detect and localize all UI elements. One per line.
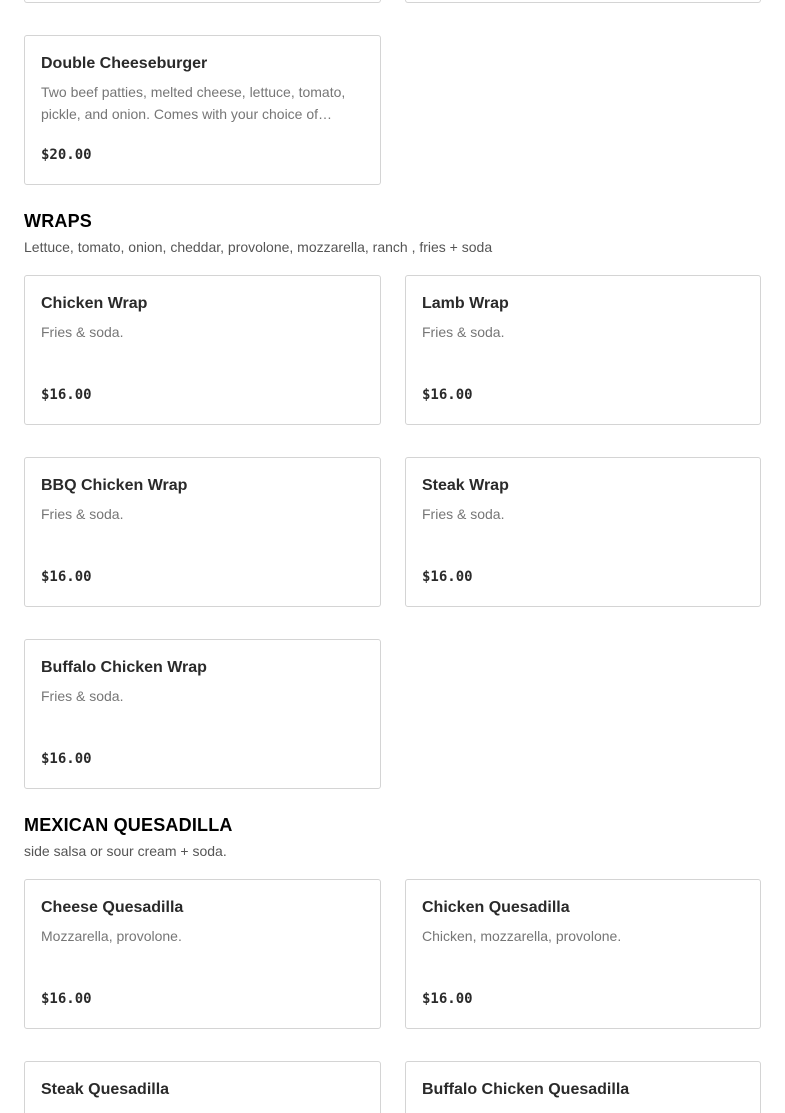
menu-item-price: $16.00 <box>422 991 473 1007</box>
menu-item-name: Chicken Wrap <box>41 295 148 312</box>
menu-item-card-partial[interactable] <box>24 0 381 3</box>
menu-item-price: $20.00 <box>41 147 92 163</box>
menu-item-description: Fries & soda. <box>41 506 124 522</box>
menu-item-description: Fries & soda. <box>422 324 505 340</box>
menu-item-description: Fries & soda. <box>422 506 505 522</box>
menu-item-description: Fries & soda. <box>41 688 124 704</box>
menu-item-card-steak-quesadilla[interactable] <box>24 1061 381 1113</box>
menu-item-price: $16.00 <box>41 387 92 403</box>
menu-item-card-cheese-quesadilla[interactable] <box>24 879 381 1029</box>
menu-item-description: Chicken, mozzarella, provolone. <box>422 928 622 944</box>
menu-item-price: $16.00 <box>41 569 92 585</box>
menu-item-name: Steak Wrap <box>422 477 509 494</box>
menu-item-card-double-cheeseburger[interactable] <box>24 35 381 185</box>
menu-item-description: Mozzarella, provolone. <box>41 928 182 944</box>
menu-item-card-chicken-quesadilla[interactable] <box>405 879 761 1029</box>
menu-item-description: Two beef patties, melted cheese, lettuce, tomato, pickle, and onion. Comes with your choice of… <box>41 84 346 122</box>
menu-item-name: Chicken Quesadilla <box>422 899 570 916</box>
menu-item-card-buffalo-chicken-quesadilla[interactable] <box>405 1061 761 1113</box>
menu-item-card-steak-wrap[interactable] <box>405 457 761 607</box>
menu-item-price: $16.00 <box>422 569 473 585</box>
menu-item-card-partial[interactable] <box>405 0 761 3</box>
menu-item-name: Buffalo Chicken Wrap <box>41 659 207 676</box>
menu-item-card-lamb-wrap[interactable] <box>405 275 761 425</box>
menu-item-name: BBQ Chicken Wrap <box>41 477 188 494</box>
menu-item-name: Steak Quesadilla <box>41 1081 170 1098</box>
section-title-wraps: WRAPS <box>24 211 92 231</box>
section-title-quesadilla: MEXICAN QUESADILLA <box>24 815 233 835</box>
menu-item-price: $16.00 <box>422 387 473 403</box>
menu-item-card-bbq-chicken-wrap[interactable] <box>24 457 381 607</box>
menu-item-name: Double Cheeseburger <box>41 55 208 72</box>
menu-item-name: Lamb Wrap <box>422 295 509 312</box>
menu-item-name: Buffalo Chicken Quesadilla <box>422 1081 630 1098</box>
section-subtitle-wraps: Lettuce, tomato, onion, cheddar, provolone, mozzarella, ranch , fries + soda <box>24 239 493 255</box>
menu-item-card-chicken-wrap[interactable] <box>24 275 381 425</box>
menu-item-price: $16.00 <box>41 991 92 1007</box>
section-subtitle-quesadilla: side salsa or sour cream + soda. <box>24 843 227 859</box>
menu-item-price: $16.00 <box>41 751 92 767</box>
menu-item-card-buffalo-chicken-wrap[interactable] <box>24 639 381 789</box>
menu-item-description: Fries & soda. <box>41 324 124 340</box>
menu-item-name: Cheese Quesadilla <box>41 899 184 916</box>
